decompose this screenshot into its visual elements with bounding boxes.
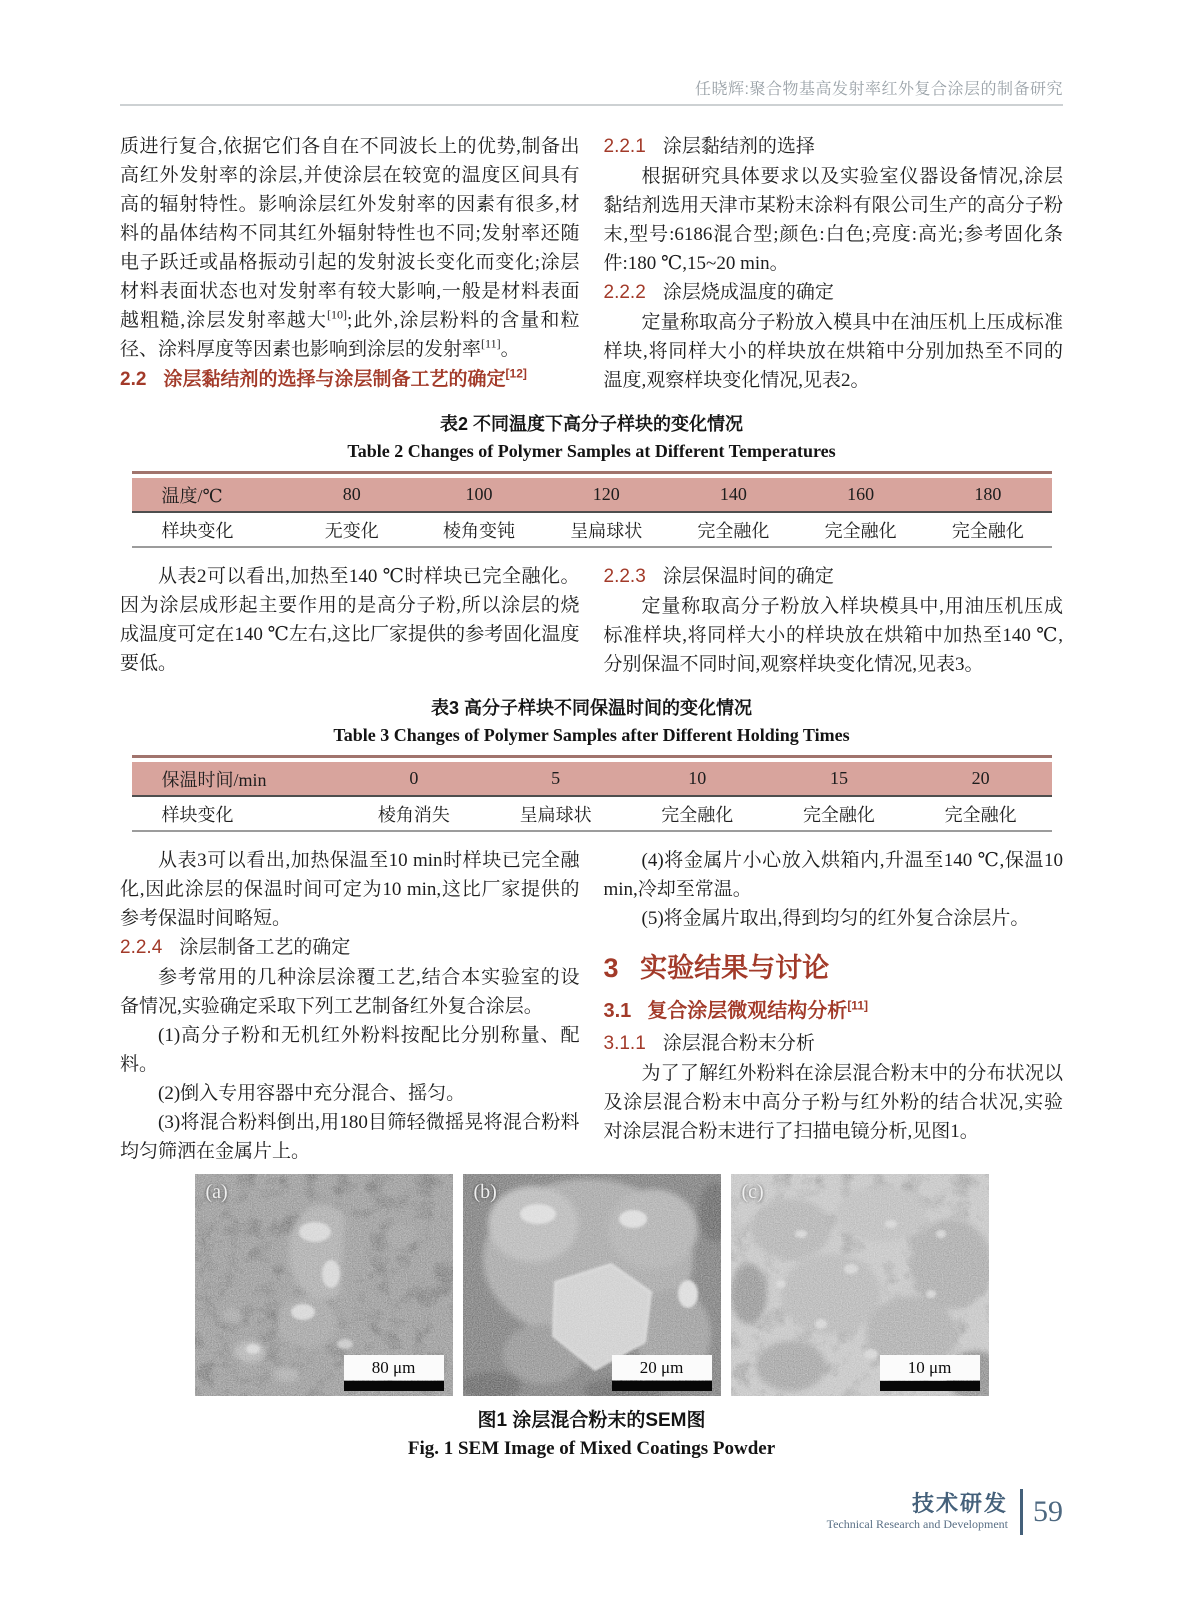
table-header-row (132, 762, 1052, 796)
citation-marker: [11] (481, 336, 501, 351)
paragraph: 定量称取高分子粉放入样块模具中,用油压机压成标准样块,将同样大小的样块放在烘箱中加热至140 ℃,分别保温不同时间,观察样块变化情况,见表3。 (603, 596, 1063, 675)
footer-section-en: Technical Research and Development (826, 1517, 1008, 1531)
two-column-row-3 (120, 846, 1063, 1166)
table-2-block (120, 411, 1063, 548)
table-row (132, 512, 1052, 547)
panel-label: (c) (741, 1181, 764, 1203)
footer-divider (1020, 1489, 1023, 1535)
table-header-cell: 100 (465, 484, 493, 504)
section-number: 2.2.3 (603, 566, 646, 587)
section-number: 3.1 (603, 1000, 632, 1022)
two-column-row-2 (120, 562, 1063, 679)
citation-marker: [11] (847, 998, 868, 1013)
citation-marker: [12] (505, 366, 527, 381)
panel-label: (b) (473, 1181, 497, 1203)
paragraph (120, 132, 580, 364)
table-2 (132, 478, 1052, 548)
panel-label: (a) (205, 1181, 228, 1203)
section-title: 涂层黏结剂的选择与涂层制备工艺的确定 (163, 369, 506, 390)
section-title: 涂层保温时间的确定 (662, 566, 834, 587)
section-number: 3.1.1 (603, 1033, 646, 1054)
section-title: 涂层黏结剂的选择 (662, 136, 815, 157)
table-cell: 棱角消失 (377, 804, 450, 825)
text-run: ;此外,涂层粉料的含量和粒径、涂料厚度等因素也影响到涂层的发射率 (120, 310, 580, 360)
table-header-cell: 180 (974, 484, 1002, 504)
table-caption-en: Table 2 Changes of Polymer Samples at Different Temperatures (347, 441, 836, 461)
header-rule (120, 104, 1063, 106)
table-3 (132, 762, 1052, 832)
table-header-cell: 保温时间/min (161, 769, 267, 790)
section-heading-2-2-2 (604, 278, 1064, 308)
process-step: (4)将金属片小心放入烘箱内,升温至140 ℃,保温10 min,冷却至常温。 (603, 850, 1063, 900)
table-header-cell: 10 (688, 768, 707, 788)
page-number: 59 (1033, 1495, 1063, 1528)
section-title: 涂层混合粉末分析 (662, 1033, 815, 1054)
section-title: 涂层制备工艺的确定 (179, 937, 351, 958)
table-cell: 完全融化 (802, 804, 875, 825)
section-number: 2.2.4 (120, 937, 163, 958)
table-header-cell: 120 (592, 484, 620, 504)
section-heading-3-1 (604, 995, 1064, 1027)
section-number: 2.2.2 (603, 282, 646, 303)
page-content (120, 132, 1063, 1463)
left-column (120, 562, 580, 679)
table-cell: 完全融化 (824, 520, 897, 541)
footer-section (827, 1492, 1008, 1532)
section-number: 3 (603, 953, 619, 983)
section-heading-2-2-3 (604, 562, 1064, 592)
section-heading-3 (604, 948, 1064, 988)
table-header-cell: 温度/℃ (161, 485, 223, 506)
table-top-rule (132, 471, 1052, 474)
left-column (120, 132, 580, 395)
table-caption-en: Table 3 Changes of Polymer Samples after Different Holding Times (333, 725, 850, 745)
section-heading-2-2 (120, 365, 580, 395)
right-column (604, 562, 1064, 679)
sem-panel-b (463, 1174, 721, 1396)
section-heading-2-2-1 (604, 132, 1064, 162)
paragraph: 为了了解红外粉料在涂层混合粉末中的分布状况以及涂层混合粉末中高分子粉与红外粉的结合状况,实验对涂层混合粉末进行了扫描电镜分析,见图1。 (603, 1063, 1063, 1142)
figure-caption-en: Fig. 1 SEM Image of Mixed Coatings Powder (407, 1438, 776, 1459)
section-title: 复合涂层微观结构分析 (647, 1000, 848, 1022)
table-cell: 棱角变钝 (443, 520, 515, 541)
table-header-row (132, 478, 1052, 512)
table-caption-cn: 表3 高分子样块不同保温时间的变化情况 (430, 698, 752, 718)
table-cell: 样块变化 (161, 804, 234, 825)
paragraph: 根据研究具体要求以及实验室仪器设备情况,涂层黏结剂选用天津市某粉末涂料有限公司生产的高分子粉末,型号:6186混合型;颜色:白色;亮度:高光;参考固化条件:180 ℃,15~20 min。 (603, 166, 1063, 274)
right-column (604, 132, 1064, 395)
table-cell: 呈扁球状 (519, 804, 592, 825)
table-cell: 样块变化 (161, 520, 234, 541)
scale-bar (344, 1381, 444, 1391)
table-header-cell: 140 (719, 484, 747, 504)
section-heading-2-2-4 (120, 933, 580, 963)
section-title: 实验结果与讨论 (640, 953, 830, 983)
footer-section-cn: 技术研发 (911, 1491, 1008, 1516)
table-header-cell: 15 (829, 768, 848, 788)
process-step: (1)高分子粉和无机红外粉料按配比分别称量、配料。 (120, 1025, 580, 1075)
sem-panels (120, 1174, 1063, 1396)
process-step: (5)将金属片取出,得到均匀的红外复合涂层片。 (641, 908, 1030, 929)
table-cell: 完全融化 (944, 804, 1017, 825)
two-column-row-1 (120, 132, 1063, 395)
scale-bar (880, 1381, 980, 1391)
section-title: 涂层烧成温度的确定 (662, 282, 834, 303)
table-cell: 呈扁球状 (570, 520, 643, 541)
table-header-cell: 80 (342, 484, 361, 504)
text-run: 质进行复合,依据它们各自在不同波长上的优势,制备出高红外发射率的涂层,并使涂层在较宽的温度区间具有高的辐射特性。影响涂层红外发射率的因素有很多,材料的晶体结构不同其红外辐射特性也不同;发射率还随电子跃迁或晶格振动引起的发射波长变化而变化;涂层材料表面状态也对发射率有较大影响,一般是材料表面越粗糙,涂层发射率越大 (120, 136, 580, 331)
paragraph: 从表3可以看出,加热保温至10 min时样块已完全融化,因此涂层的保温时间可定为10 min,这比厂家提供的参考保温时间略短。 (120, 850, 580, 929)
table-cell: 无变化 (324, 520, 379, 541)
process-step: (3)将混合粉料倒出,用180目筛轻微摇晃将混合粉料均匀筛洒在金属片上。 (120, 1112, 580, 1162)
figure-caption-cn: 图1 涂层混合粉末的SEM图 (477, 1410, 706, 1431)
table-cell: 完全融化 (951, 520, 1024, 541)
section-heading-3-1-1 (604, 1029, 1064, 1059)
paragraph: 从表2可以看出,加热至140 ℃时样块已完全融化。因为涂层成形起主要作用的是高分子粉,所以涂层的烧成温度可定在140 ℃左右,这比厂家提供的参考固化温度要低。 (120, 566, 580, 674)
scale-label: 80 μm (344, 1355, 444, 1380)
running-title: 任晓辉:聚合物基高发射率红外复合涂层的制备研究 (695, 81, 1063, 98)
page-footer (120, 1489, 1063, 1535)
table-top-rule (132, 755, 1052, 758)
table-cell: 完全融化 (661, 804, 734, 825)
table-3-block (120, 695, 1063, 832)
table-cell: 完全融化 (697, 520, 770, 541)
paragraph: 参考常用的几种涂层涂覆工艺,结合本实验室的设备情况,实验确定采取下列工艺制备红外复合涂层。 (120, 967, 580, 1017)
process-step: (2)倒入专用容器中充分混合、摇匀。 (158, 1083, 466, 1104)
text-run: 。 (500, 339, 520, 360)
table-header-cell: 160 (847, 484, 875, 504)
scale-label: 10 μm (880, 1355, 980, 1380)
table-header-cell: 5 (551, 768, 561, 788)
section-number: 2.2 (120, 369, 147, 390)
right-column (604, 846, 1064, 1166)
table-header-cell: 20 (971, 768, 990, 788)
left-column (120, 846, 580, 1166)
section-number: 2.2.1 (603, 136, 646, 157)
paragraph: 定量称取高分子粉放入模具中在油压机上压成标准样块,将同样大小的样块放在烘箱中分别加热至不同的温度,观察样块变化情况,见表2。 (603, 312, 1063, 391)
figure-1 (120, 1174, 1063, 1463)
table-caption-cn: 表2 不同温度下高分子样块的变化情况 (439, 414, 743, 434)
scale-bar (612, 1381, 712, 1391)
scale-label: 20 μm (612, 1355, 712, 1380)
citation-marker: [10] (327, 307, 348, 322)
sem-panel-c (731, 1174, 989, 1396)
table-header-cell: 0 (409, 768, 419, 788)
sem-panel-a (195, 1174, 453, 1396)
table-row (132, 796, 1052, 831)
